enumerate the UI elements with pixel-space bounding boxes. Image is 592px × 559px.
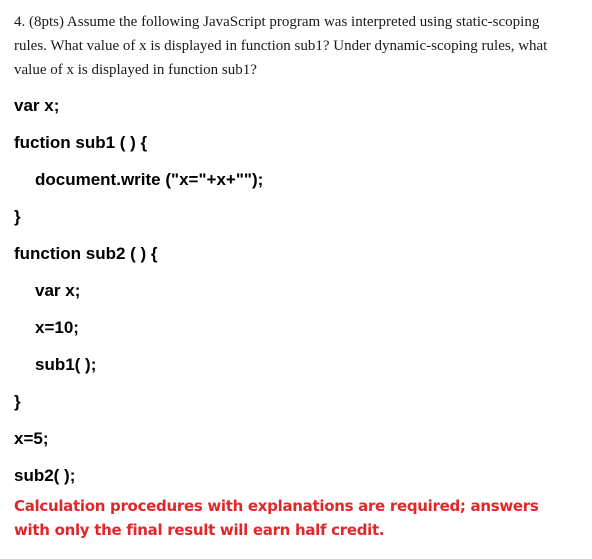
code-line-2: fuction sub1 ( ) { xyxy=(14,133,148,152)
question-text: 4. (8pts) Assume the following JavaScript program was interpreted using static-scoping rules. What value of x is displayed in function sub1? Under dynamic-scoping rules, what value of x is displayed in function sub1? xyxy=(14,14,548,78)
code-line-1: var x; xyxy=(14,96,60,115)
code-line-5: function sub2 ( ) { xyxy=(14,244,158,263)
code-line-11: sub2( ); xyxy=(14,466,76,485)
code-line-8: sub1( ); xyxy=(35,355,97,374)
code-block xyxy=(14,87,578,494)
code-line-3: document.write ("x="+x+""); xyxy=(35,170,264,189)
code-line-6: var x; xyxy=(35,281,81,300)
code-line-4: } xyxy=(14,207,21,226)
code-line-9: } xyxy=(14,392,21,411)
code-line-7: x=10; xyxy=(35,318,79,337)
grading-note: Calculation procedures with explanations are required; answers with only the final result will earn half credit. xyxy=(14,497,539,539)
code-line-10: x=5; xyxy=(14,429,49,448)
